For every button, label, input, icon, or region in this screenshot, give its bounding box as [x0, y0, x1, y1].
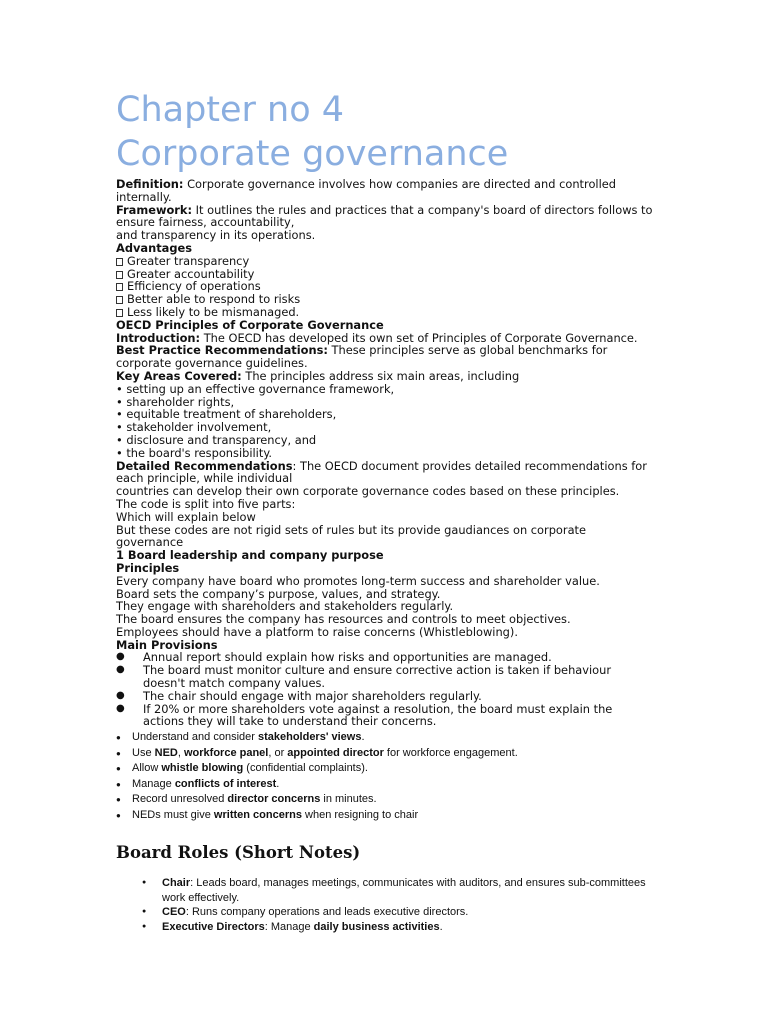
which-explain-text: Which will explain below [116, 509, 256, 524]
principles-list [116, 575, 656, 639]
list-item: • equitable treatment of shareholders, [116, 407, 337, 422]
list-item: ● Record unresolved director concerns in minutes. [116, 792, 656, 808]
list-item: ● NEDs must give written concerns when resigning to chair [116, 808, 656, 824]
list-item: ● Executive Directors: Manage daily business activities. [162, 920, 656, 935]
list-item: Board sets the company’s purpose, values, and strategy. [116, 586, 441, 601]
definition-label: Definition: [116, 177, 184, 191]
list-item: ● The board must monitor culture and ensure corrective action is taken if behaviour doesn't match company values. [116, 664, 656, 690]
checkbox-glyph-icon [116, 309, 123, 317]
list-item: • disclosure and transparency, and [116, 432, 317, 447]
checkbox-glyph-icon [116, 296, 123, 304]
list-item: ● Annual report should explain how risks and opportunities are managed. [116, 651, 656, 664]
list-item: ● CEO: Runs company operations and leads executive directors. [162, 905, 656, 920]
key-areas-paragraph: Key Areas Covered: The principles address six main areas, including [116, 368, 520, 383]
framework-paragraph-cont: and transparency in its operations. [116, 228, 316, 243]
principles-heading: Principles [116, 560, 180, 575]
provisions-list [116, 651, 656, 728]
key-areas-list [116, 383, 656, 460]
best-practice-paragraph: Best Practice Recommendations: These principles serve as global benchmarks for corporate governance guidelines. [116, 343, 608, 371]
list-item: Less likely to be mismanaged. [116, 306, 656, 319]
advantages-heading: Advantages [116, 240, 192, 255]
chapter-title: Chapter no 4 [116, 90, 345, 130]
chapter-subtitle: Corporate governance [116, 134, 509, 174]
list-item: ● Allow whistle blowing (confidential complaints). [116, 761, 656, 777]
section1-heading: 1 Board leadership and company purpose [116, 548, 384, 563]
list-item: • shareholder rights, [116, 394, 235, 409]
list-item: ● Use NED, workforce panel, or appointed director for workforce engagement. [116, 746, 656, 762]
list-item: ● Understand and consider stakeholders' views. [116, 730, 656, 746]
provisions-heading: Main Provisions [116, 637, 218, 652]
detailed-paragraph-cont: countries can develop their own corporate governance codes based on these principles. [116, 484, 620, 499]
advantages-list [116, 255, 656, 319]
board-roles-list [116, 876, 656, 934]
list-item: Efficiency of operations [116, 280, 656, 293]
list-item: Greater transparency [116, 255, 656, 268]
list-item: They engage with shareholders and stakeholders regularly. [116, 599, 454, 614]
framework-paragraph: Framework: It outlines the rules and practices that a company's board of directors follows to ensure fairness, accountability, [116, 202, 653, 230]
framework-label: Framework: [116, 202, 193, 217]
intro-paragraph: Introduction: The OECD has developed its own set of Principles of Corporate Governance. [116, 330, 638, 345]
list-item: • the board's responsibility. [116, 445, 273, 460]
list-item: The board ensures the company has resources and controls to meet objectives. [116, 612, 571, 627]
not-rigid-text: But these codes are not rigid sets of rules but its provide gaudiances on corporate governance [116, 522, 587, 550]
list-item: ● Manage conflicts of interest. [116, 777, 656, 793]
document-page [116, 88, 656, 934]
list-item: Employees should have a platform to raise concerns (Whistleblowing). [116, 624, 518, 639]
provisions-detail-list [116, 730, 656, 823]
code-split-text: The code is split into five parts: [116, 496, 296, 511]
list-item: • setting up an effective governance framework, [116, 381, 395, 396]
checkbox-glyph-icon [116, 258, 123, 266]
detailed-paragraph: Detailed Recommendations: The OECD document provides detailed recommendations for each principle, while individual [116, 458, 647, 486]
list-item: ● The chair should engage with major shareholders regularly. [116, 690, 656, 703]
checkbox-glyph-icon [116, 271, 123, 279]
list-item: ● Chair: Leads board, manages meetings, communicates with auditors, and ensures sub-committees work effectively. [162, 876, 656, 905]
list-item: • stakeholder involvement, [116, 420, 272, 435]
definition-paragraph: Definition: Corporate governance involves how companies are directed and controlled internally. [116, 177, 616, 204]
board-roles-heading: Board Roles (Short Notes) [116, 843, 361, 863]
checkbox-glyph-icon [116, 283, 123, 291]
list-item: Every company have board who promotes long-term success and shareholder value. [116, 573, 600, 588]
list-item: ● If 20% or more shareholders vote against a resolution, the board must explain the actions they will take to understand their concerns. [116, 703, 656, 729]
list-item: Greater accountability [116, 268, 656, 281]
list-item: Better able to respond to risks [116, 293, 656, 306]
oecd-heading: OECD Principles of Corporate Governance [116, 317, 384, 332]
